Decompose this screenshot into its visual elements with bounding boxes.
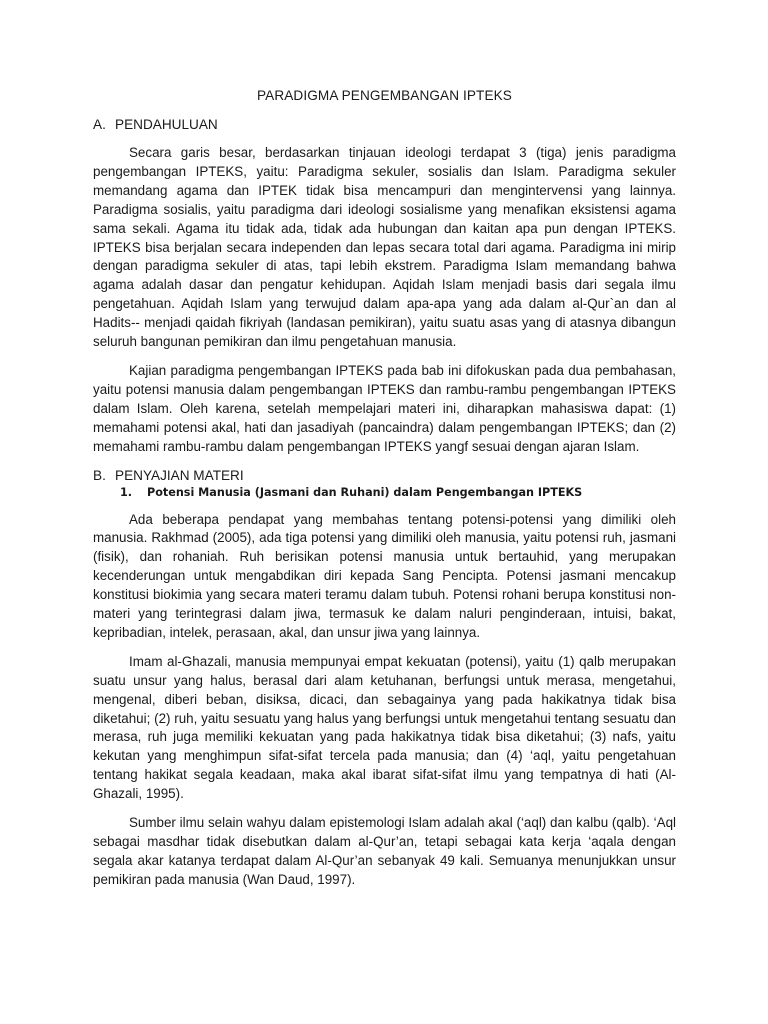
- paragraph: Imam al-Ghazali, manusia mempunyai empat kekuatan (potensi), yaitu (1) qalb merupakan suatu unsur yang halus, berasal dari alam ketuhanan, berfungsi untuk merasa, mengetahui, mengenal, diberi beban, disiksa, dicaci, dan sebagainya yang pada hakikatnya tidak bisa diketahui; (2) ruh, yaitu sesuatu yang halus yang berfungsi untuk mengetahui tentang sesuatu dan merasa, ruh juga memiliki kekuatan yang pada hakikatnya tidak bisa diketahui; (3) nafs, yaitu kekutan yang menghimpun sifat-sifat tercela pada manusia; dan (4) ‘aql, yaitu pengetahuan tentang hakikat segala keadaan, maka akal ibarat sifat-sifat ilmu yang tempatnya di hati (Al-Ghazali, 1995).: [93, 653, 676, 802]
- section-b-heading: [93, 468, 676, 483]
- paragraph: Ada beberapa pendapat yang membahas tentang potensi-potensi yang dimiliki oleh manusia. Rakhmad (2005), ada tiga potensi yang dimiliki oleh manusia, yaitu potensi ruh, jasmani (fisik), dan rohaniah. Ruh berisikan potensi manusia untuk bertauhid, yang merupakan kecenderungan untuk mengabdikan diri kepada Sang Pencipta. Potensi jasmani mencakup konstitusi biokimia yang secara materi teramu dalam tubuh. Potensi rohani berupa konstitusi non-materi yang terintegrasi dalam jiwa, termasuk ke dalam naluri penginderaan, intuisi, bakat, kepribadian, intelek, perasaan, akal, dan unsur jiwa yang lainnya.: [93, 511, 676, 640]
- section-b-number: B.: [93, 467, 106, 483]
- section-b-label: PENYAJIAN MATERI: [115, 467, 244, 483]
- paragraph: Secara garis besar, berdasarkan tinjauan ideologi terdapat 3 (tiga) jenis paradigma pengembangan IPTEKS, yaitu: Paradigma sekuler, sosialis dan Islam. Paradigma sekuler memandang agama dan IPTEK tidak bisa mencampuri dan mengintervensi yang lainnya. Paradigma sosialis, yaitu paradigma dari ideologi sosialisme yang menafikan eksistensi agama sama sekali. Agama itu tidak ada, tidak ada hubungan dan kaitan apa pun dengan IPTEKS. IPTEKS bisa berjalan secara independen dan lepas secara total dari agama. Paradigma ini mirip dengan paradigma sekuler di atas, tapi lebih ekstrem. Paradigma Islam memandang bahwa agama adalah dasar dan pengatur kehidupan. Aqidah Islam menjadi basis dari segala ilmu pengetahuan. Aqidah Islam yang terwujud dalam apa-apa yang ada dalam al-Qur`an dan al Hadits-- menjadi qaidah fikriyah (landasan pemikiran), yaitu suatu asas yang di atasnya dibangun seluruh bangunan pemikiran dan ilmu pengetahuan manusia.: [93, 145, 676, 350]
- subsection-number: 1.: [120, 485, 133, 499]
- subsection-label: Potensi Manusia (Jasmani dan Ruhani) dalam Pengembangan IPTEKS: [147, 485, 583, 499]
- section-a-number: A.: [93, 117, 106, 132]
- document-title: PARADIGMA PENGEMBANGAN IPTEKS: [257, 88, 512, 103]
- paragraph: Sumber ilmu selain wahyu dalam epistemologi Islam adalah akal (‘aql) dan kalbu (qalb). ‘Aql sebagai masdhar tidak disebutkan dalam al-Qur’an, tetapi sebagai kata kerja ‘aqala dengan segala akar katanya terdapat dalam Al-Qur’an sebanyak 49 kali. Semuanya menunjukkan unsur pemikiran pada manusia (Wan Daud, 1997).: [93, 815, 676, 887]
- section-a-label: PENDAHULUAN: [115, 117, 218, 132]
- section-a-heading: [93, 117, 676, 132]
- paragraph: Kajian paradigma pengembangan IPTEKS pada bab ini difokuskan pada dua pembahasan, yaitu potensi manusia dalam pengembangan IPTEKS dan rambu-rambu pengembangan IPTEKS dalam Islam. Oleh karena, setelah mempelajari materi ini, diharapkan mahasiswa dapat: (1) memahami potensi akal, hati dan jasadiyah (pancaindra) dalam pengembangan IPTEKS; dan (2) memahami rambu-rambu dalam pengembangan IPTEKS yangf sesuai dengan ajaran Islam.: [93, 362, 676, 454]
- subsection-heading: [120, 486, 676, 499]
